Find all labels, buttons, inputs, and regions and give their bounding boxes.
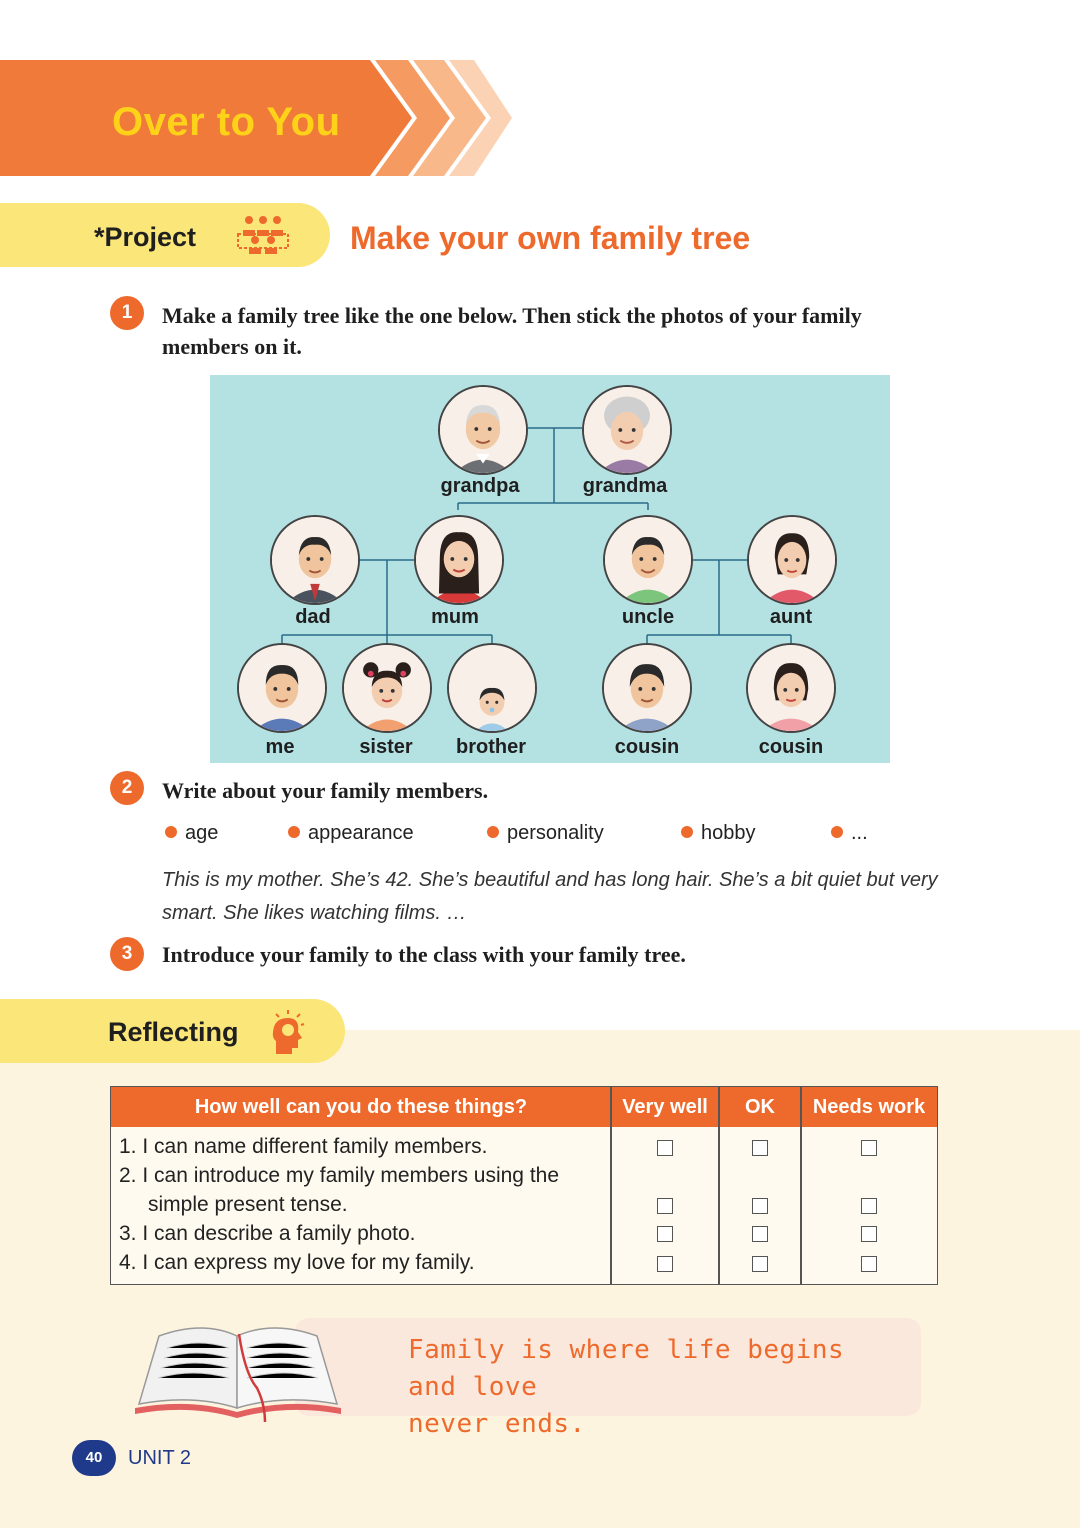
checkbox-ok[interactable] bbox=[752, 1198, 768, 1214]
topic-appearance: appearance bbox=[288, 822, 414, 845]
table-row-text: simple present tense. bbox=[148, 1193, 348, 1216]
group-work-icon bbox=[234, 214, 292, 256]
cousin-label-2: cousin bbox=[758, 736, 824, 758]
dad-photo bbox=[270, 515, 360, 605]
table-row-text: 4. I can express my love for my family. bbox=[119, 1251, 475, 1274]
bullet-dot bbox=[165, 826, 177, 838]
column-divider bbox=[800, 1087, 802, 1284]
step-2-text: Write about your family members. bbox=[162, 778, 489, 803]
banner-title: Over to You bbox=[112, 100, 341, 144]
grandma-label: grandma bbox=[582, 475, 668, 497]
table-row-text: 3. I can describe a family photo. bbox=[119, 1222, 416, 1245]
uncle-photo bbox=[603, 515, 693, 605]
step-number-2: 2 bbox=[110, 771, 144, 805]
step-number-3: 3 bbox=[110, 937, 144, 971]
page-number-badge: 40 bbox=[72, 1440, 116, 1476]
sister-label: sister bbox=[359, 736, 413, 758]
family-tree-panel bbox=[210, 375, 890, 763]
me-photo bbox=[237, 643, 327, 733]
checkbox-ok[interactable] bbox=[752, 1226, 768, 1242]
header-ok: OK bbox=[745, 1096, 775, 1118]
column-divider bbox=[718, 1087, 720, 1284]
cousin-label-1: cousin bbox=[614, 736, 680, 758]
step-1-text: Make a family tree like the one below. Then stick the photos of your family members on it. bbox=[162, 303, 862, 359]
dad-label: dad bbox=[295, 606, 331, 628]
quote-line-1: Family is where life begins and love bbox=[408, 1335, 845, 1402]
topic-age: age bbox=[165, 822, 218, 845]
checkbox-ok[interactable] bbox=[752, 1256, 768, 1272]
topic-more: ... bbox=[831, 822, 868, 845]
checkbox-very-well[interactable] bbox=[657, 1198, 673, 1214]
mum-photo bbox=[414, 515, 504, 605]
cousin-photo-1 bbox=[602, 643, 692, 733]
grandpa-label: grandpa bbox=[440, 475, 520, 497]
quote-text bbox=[408, 1332, 908, 1443]
project-label: *Project bbox=[94, 222, 197, 252]
header-very-well: Very well bbox=[622, 1096, 708, 1118]
cousin-photo-2 bbox=[746, 643, 836, 733]
checkbox-very-well[interactable] bbox=[657, 1256, 673, 1272]
uncle-label: uncle bbox=[621, 606, 675, 628]
column-divider bbox=[610, 1087, 612, 1284]
example-paragraph: This is my mother. She’s 42. She’s beautiful and has long hair. She’s a bit quiet but very smart. She likes watching films. … bbox=[162, 869, 938, 924]
checkbox-very-well[interactable] bbox=[657, 1140, 673, 1156]
bullet-dot bbox=[681, 826, 693, 838]
unit-label: UNIT 2 bbox=[128, 1447, 191, 1469]
checkbox-needs-work[interactable] bbox=[861, 1226, 877, 1242]
checkbox-needs-work[interactable] bbox=[861, 1140, 877, 1156]
checkbox-very-well[interactable] bbox=[657, 1226, 673, 1242]
project-title: Make your own family tree bbox=[350, 220, 751, 256]
header-question: How well can you do these things? bbox=[194, 1096, 528, 1118]
step-3-text: Introduce your family to the class with your family tree. bbox=[162, 942, 686, 967]
table-row-text: 1. I can name different family members. bbox=[119, 1135, 488, 1158]
self-assessment-table bbox=[110, 1086, 938, 1285]
checkbox-ok[interactable] bbox=[752, 1140, 768, 1156]
brother-label: brother bbox=[456, 736, 526, 758]
step-number-1: 1 bbox=[110, 296, 144, 330]
bullet-dot bbox=[288, 826, 300, 838]
me-label: me bbox=[265, 736, 295, 758]
topic-hobby: hobby bbox=[681, 822, 756, 845]
open-book-icon bbox=[133, 1314, 343, 1424]
sister-photo bbox=[342, 643, 432, 733]
bullet-dot bbox=[831, 826, 843, 838]
bullet-dot bbox=[487, 826, 499, 838]
thinking-head-icon bbox=[268, 1008, 308, 1056]
topic-personality: personality bbox=[487, 822, 604, 845]
grandpa-photo bbox=[438, 385, 528, 475]
aunt-photo bbox=[747, 515, 837, 605]
aunt-label: aunt bbox=[769, 606, 813, 628]
grandma-photo bbox=[582, 385, 672, 475]
table-row-text: 2. I can introduce my family members using the bbox=[119, 1164, 560, 1187]
mum-label: mum bbox=[431, 606, 479, 628]
brother-photo bbox=[447, 643, 537, 733]
checkbox-needs-work[interactable] bbox=[861, 1198, 877, 1214]
quote-line-2: never ends. bbox=[408, 1409, 586, 1439]
reflecting-label: Reflecting bbox=[108, 1017, 239, 1047]
checkbox-needs-work[interactable] bbox=[861, 1256, 877, 1272]
header-needs-work: Needs work bbox=[812, 1096, 926, 1118]
